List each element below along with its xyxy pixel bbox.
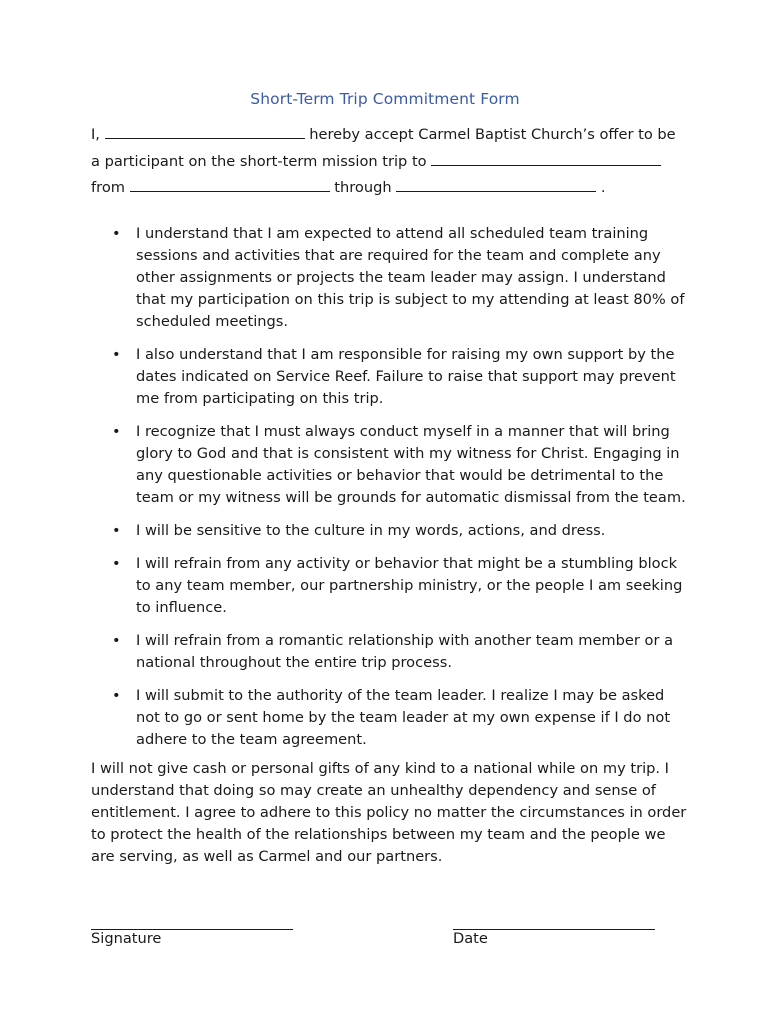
commitment-text: I also understand that I am responsible for raising my own support by the dates indicated on Service Reef. Failure to raise that support may prevent me from participating on this trip. [136, 346, 676, 407]
intro-trip-text: a participant on the short-term mission trip to [91, 152, 427, 170]
commitment-text: I understand that I am expected to attend all scheduled team training sessions and activities that are required for the team and complete any other assignments or projects the team leader may assign. I understand that my participation on this trip is subject to my attending at least 80% of scheduled meetings. [136, 225, 685, 330]
intro-line-2 [91, 149, 691, 176]
start-date-blank[interactable] [130, 178, 330, 192]
commitment-text: I recognize that I must always conduct myself in a manner that will bring glory to God and that is consistent with my witness for Christ. Engaging in any questionable activities or behavior that would be detrimental to the team or my witness will be grounds for automatic dismissal from the team. [136, 423, 686, 506]
trip-destination-blank[interactable] [431, 152, 661, 166]
bullet-icon: • [112, 346, 121, 363]
intro-line-1 [91, 122, 691, 149]
commitment-item [91, 421, 691, 509]
bullet-icon: • [112, 687, 121, 704]
intro-line-3 [91, 175, 691, 202]
intro-prefix-text: I, [91, 126, 100, 143]
through-text: through [334, 179, 392, 196]
period-text: . [600, 179, 606, 196]
bullet-icon: • [112, 632, 121, 649]
from-text: from [91, 179, 125, 196]
end-date-blank[interactable] [396, 178, 596, 192]
commitment-list [91, 223, 691, 762]
commitment-text: I will submit to the authority of the team leader. I realize I may be asked not to go or sent home by the team leader at my own expense if I do not adhere to the team agreement. [136, 687, 671, 748]
bullet-icon: • [112, 225, 121, 242]
commitment-item [91, 685, 691, 751]
commitment-item [91, 344, 691, 410]
form-title: Short-Term Trip Commitment Form [250, 90, 520, 108]
commitment-item [91, 630, 691, 674]
commitment-item [91, 520, 691, 542]
bullet-icon: • [112, 555, 121, 572]
date-label: Date [453, 930, 488, 947]
commitment-item [91, 223, 691, 333]
commitment-text: I will refrain from a romantic relationship with another team member or a national throughout the entire trip process. [136, 632, 674, 671]
intro-offer-text: hereby accept Carmel Baptist Church’s offer to be [309, 126, 676, 143]
gift-policy-paragraph: I will not give cash or personal gifts of any kind to a national while on my trip. I understand that doing so may create an unhealthy dependency and sense of entitlement. I agree to adhere to this policy no matter the circumstances in order to protect the health of the relationships between my team and the people we are serving, as well as Carmel and our partners. [91, 760, 687, 865]
signature-label: Signature [91, 930, 162, 947]
commitment-item [91, 553, 691, 619]
commitment-text: I will refrain from any activity or behavior that might be a stumbling block to any team member, our partnership ministry, or the people I am seeking to influence. [136, 555, 683, 616]
intro-paragraph [91, 122, 691, 202]
bullet-icon: • [112, 423, 121, 440]
participant-name-blank[interactable] [105, 125, 305, 139]
bullet-icon: • [112, 522, 121, 539]
commitment-text: I will be sensitive to the culture in my words, actions, and dress. [136, 522, 606, 539]
